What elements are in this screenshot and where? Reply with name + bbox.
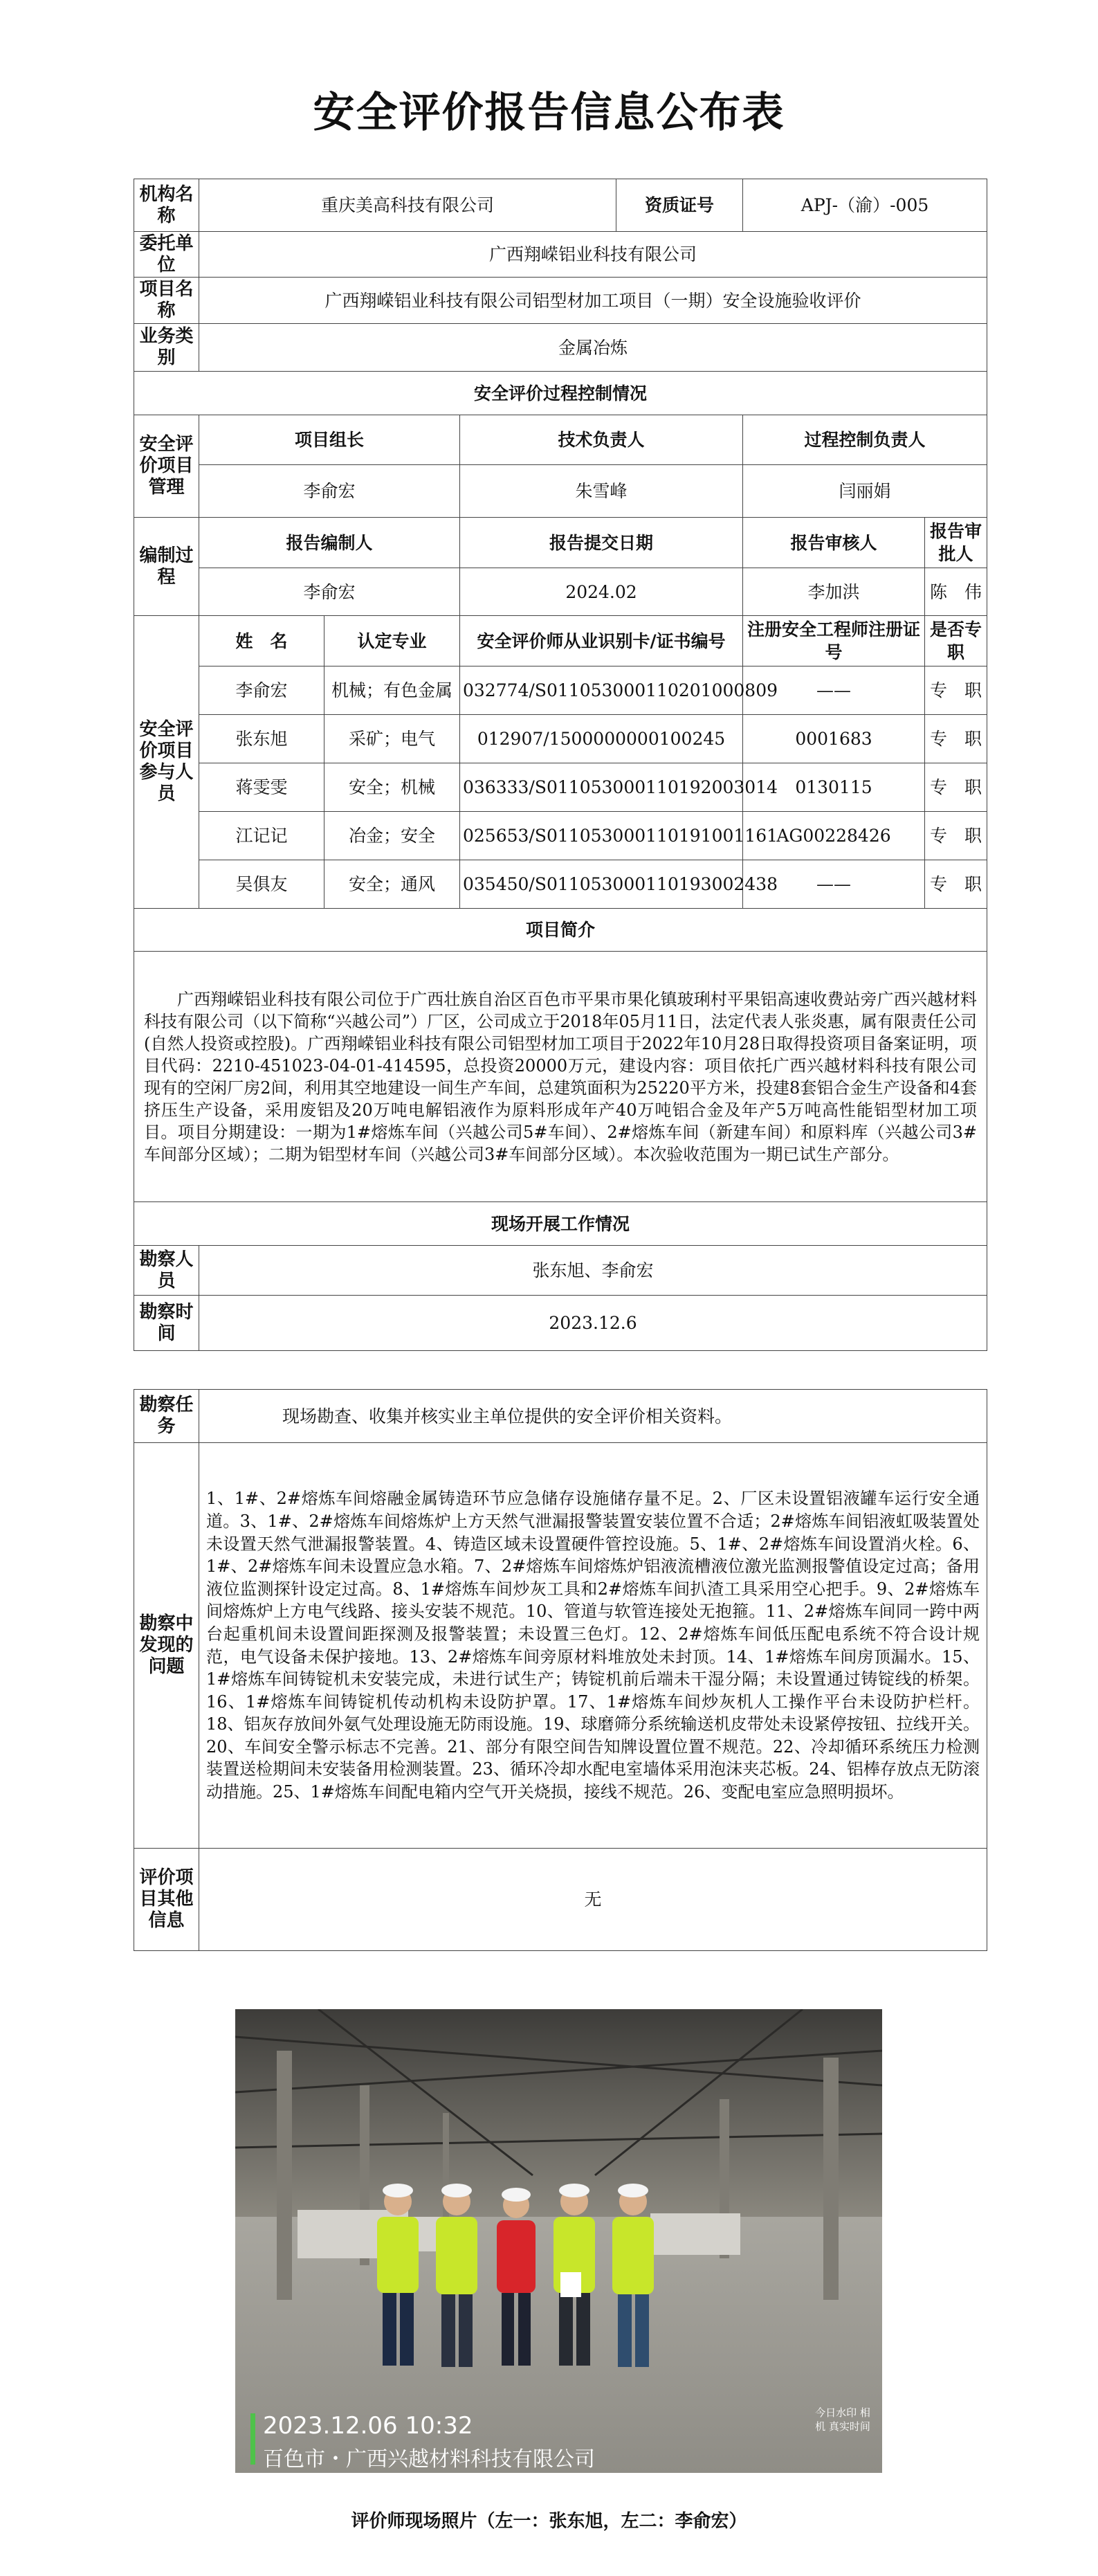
date-header: 报告提交日期 [460, 518, 743, 568]
control-header: 过程控制负责人 [743, 415, 987, 465]
approver-header: 报告审批人 [925, 518, 987, 568]
survey-task-label: 勘察任务 [134, 1390, 199, 1443]
staff-fulltime: 专 职 [925, 812, 987, 860]
org-label: 机构名称 [134, 179, 199, 232]
other-info-label: 评价项目其他信息 [134, 1849, 199, 1951]
staff-label: 安全评价项目参与人员 [134, 616, 199, 909]
site-photo [235, 2009, 882, 2473]
leader-value: 李俞宏 [199, 465, 460, 518]
cert-value: APJ-（渝）-005 [743, 179, 987, 232]
staff-name: 李俞宏 [199, 666, 324, 715]
staff-fulltime: 专 职 [925, 666, 987, 715]
watermark-location: 百色市・广西兴越材料科技有限公司 [263, 2447, 595, 2471]
field-title: 现场开展工作情况 [134, 1202, 987, 1246]
survey-people-label: 勘察人员 [134, 1246, 199, 1296]
author-value: 李俞宏 [199, 568, 460, 616]
staff-cert: 036333/S011053000110192003014 [460, 763, 743, 812]
watermark-bar [250, 2413, 255, 2465]
survey-time-label: 勘察时间 [134, 1296, 199, 1351]
staff-major: 安全；通风 [324, 860, 460, 909]
client-value: 广西翔嵘铝业科技有限公司 [199, 232, 987, 278]
staff-major: 机械；有色金属 [324, 666, 460, 715]
staff-cert: 032774/S011053000110201000809 [460, 666, 743, 715]
staff-cert: 012907/1500000000100245 [460, 715, 743, 763]
staff-reg: —— [743, 666, 925, 715]
survey-issues-text: 1、1#、2#熔炼车间熔融金属铸造环节应急储存设施储存量不足。2、厂区未设置铝液罐车运行安全通道。3、1#、2#熔炼车间熔炼炉上方天然气泄漏报警装置安装位置不合适；2#熔炼车间铝液虹吸装置处未设置天然气泄漏报警装置。4、铸造区域未设置硬件管控设施。5、1#、2#熔炼车间设置消火栓。6、1#、2#熔炼车间未设置应急水箱。7、2#熔炼车间熔炼炉铝液流槽液位激光监测报警值设定过高；备用液位监测探针设定过高。8、1#熔炼车间炒灰工具和2#熔炼车间扒渣工具采用空心把手。9、2#熔炼车间熔炼炉上方电气线路、接头安装不规范。10、管道与软管连接处无抱箍。11、2#熔炼车间同一跨中两台起重机间未设置间距探测及报警装置；未设置三色灯。12、2#熔炼车间低压配电系统不符合设计规范，电气设备未保护接地。13、2#熔炼车间旁原材料堆放处未封顶。14、1#熔炼车间房顶漏水。15、1#熔炼车间铸锭机未安装完成，未进行试生产；铸锭机前后端未干湿分隔；未设置通过铸锭线的桥架。16、1#熔炼车间铸锭机传动机构未设防护罩。17、1#熔炼车间炒灰机人工操作平台未设防护栏杆。18、铝灰存放间外氨气处理设施无防雨设施。19、球磨筛分系统输送机皮带处未设紧停按钮、拉线开关。20、车间安全警示标志不完善。21、部分有限空间告知牌设置位置不规范。22、冷却循环系统压力检测装置送检期间未安装备用检测装置。23、循环冷却水配电室墙体采用泡沫夹芯板。24、铝棒存放点无防滚动措施。25、1#熔炼车间配电箱内空气开关烧损，接线不规范。26、变配电室应急照明损坏。 [199, 1443, 987, 1849]
staff-major: 冶金；安全 [324, 812, 460, 860]
staff-header-name: 姓 名 [199, 616, 324, 666]
org-value: 重庆美高科技有限公司 [199, 179, 616, 232]
staff-reg: 0130115 [743, 763, 925, 812]
project-label: 项目名称 [134, 278, 199, 324]
staff-fulltime: 专 职 [925, 763, 987, 812]
staff-header-cert: 安全评价师从业识别卡/证书编号 [460, 616, 743, 666]
page-title: 安全评价报告信息公布表 [313, 89, 785, 137]
mgmt-label: 安全评价项目管理 [134, 415, 199, 518]
staff-cert: 035450/S011053000110193002438 [460, 860, 743, 909]
staff-fulltime: 专 职 [925, 860, 987, 909]
photo-caption: 评价师现场照片（左一：张东旭，左二：李俞宏） [351, 2511, 747, 2532]
survey-issues-label: 勘察中发现的问题 [134, 1443, 199, 1849]
survey-time-value: 2023.12.6 [199, 1296, 987, 1351]
watermark-timestamp: 2023.12.06 10:32 [263, 2412, 473, 2440]
process-section-title: 安全评价过程控制情况 [134, 372, 987, 415]
author-header: 报告编制人 [199, 518, 460, 568]
intro-title: 项目简介 [134, 909, 987, 952]
staff-reg: AG00228426 [743, 812, 925, 860]
staff-major: 采矿；电气 [324, 715, 460, 763]
tech-value: 朱雪峰 [460, 465, 743, 518]
survey-task-value: 现场勘查、收集并核实业主单位提供的安全评价相关资料。 [199, 1390, 987, 1443]
category-label: 业务类别 [134, 324, 199, 372]
staff-name: 张东旭 [199, 715, 324, 763]
staff-major: 安全；机械 [324, 763, 460, 812]
staff-cert: 025653/S011053000110191001161 [460, 812, 743, 860]
intro-text: 广西翔嵘铝业科技有限公司位于广西壮族自治区百色市平果市果化镇玻琍村平果铝高速收费站旁广西兴越材料科技有限公司（以下简称“兴越公司”）厂区，公司成立于2018年05月11日，法定代表人张炎惠，属有限责任公司(自然人投资或控股)。广西翔嵘铝业科技有限公司铝型材加工项目于2022年10月28日取得投资项目备案证明，项目代码：2210-451023-04-01-414595，总投资20000万元，建设内容：项目依托广西兴越材料科技有限公司现有的空闲厂房2间，利用其空地建设一间生产车间，总建筑面积为25220平方米，投建8套铝合金生产设备和4套挤压生产设备，采用废铝及20万吨电解铝液作为原料形成年产40万吨铝合金及年产5万吨高性能铝型材加工项目。项目分期建设：一期为1#熔炼车间（兴越公司5#车间）、2#熔炼车间（新建车间）和原料库（兴越公司3#车间部分区域）；二期为铝型材车间（兴越公司3#车间部分区域）。本次验收范围为一期已试生产部分。 [134, 952, 987, 1202]
staff-header-fulltime: 是否专职 [925, 616, 987, 666]
staff-fulltime: 专 职 [925, 715, 987, 763]
staff-name: 吴俱友 [199, 860, 324, 909]
tech-header: 技术负责人 [460, 415, 743, 465]
approver-value: 陈 伟 [925, 568, 987, 616]
staff-reg: 0001683 [743, 715, 925, 763]
project-value: 广西翔嵘铝业科技有限公司铝型材加工项目（一期）安全设施验收评价 [199, 278, 987, 324]
survey-table [134, 1389, 987, 1951]
leader-header: 项目组长 [199, 415, 460, 465]
staff-name: 蒋雯雯 [199, 763, 324, 812]
staff-header-major: 认定专业 [324, 616, 460, 666]
survey-people-value: 张东旭、李俞宏 [199, 1246, 987, 1296]
client-label: 委托单位 [134, 232, 199, 278]
staff-reg: —— [743, 860, 925, 909]
compile-label: 编制过程 [134, 518, 199, 616]
watermark-logo: 今日水印 相机 真实时间 [815, 2406, 870, 2433]
other-info-value: 无 [199, 1849, 987, 1951]
report-info-table [134, 179, 987, 1351]
reviewer-header: 报告审核人 [743, 518, 925, 568]
staff-header-reg: 注册安全工程师注册证号 [743, 616, 925, 666]
site-photo-scene [235, 2009, 882, 2473]
category-value: 金属冶炼 [199, 324, 987, 372]
date-value: 2024.02 [460, 568, 743, 616]
reviewer-value: 李加洪 [743, 568, 925, 616]
staff-name: 江记记 [199, 812, 324, 860]
control-value: 闫丽娟 [743, 465, 987, 518]
cert-label: 资质证号 [616, 179, 743, 232]
